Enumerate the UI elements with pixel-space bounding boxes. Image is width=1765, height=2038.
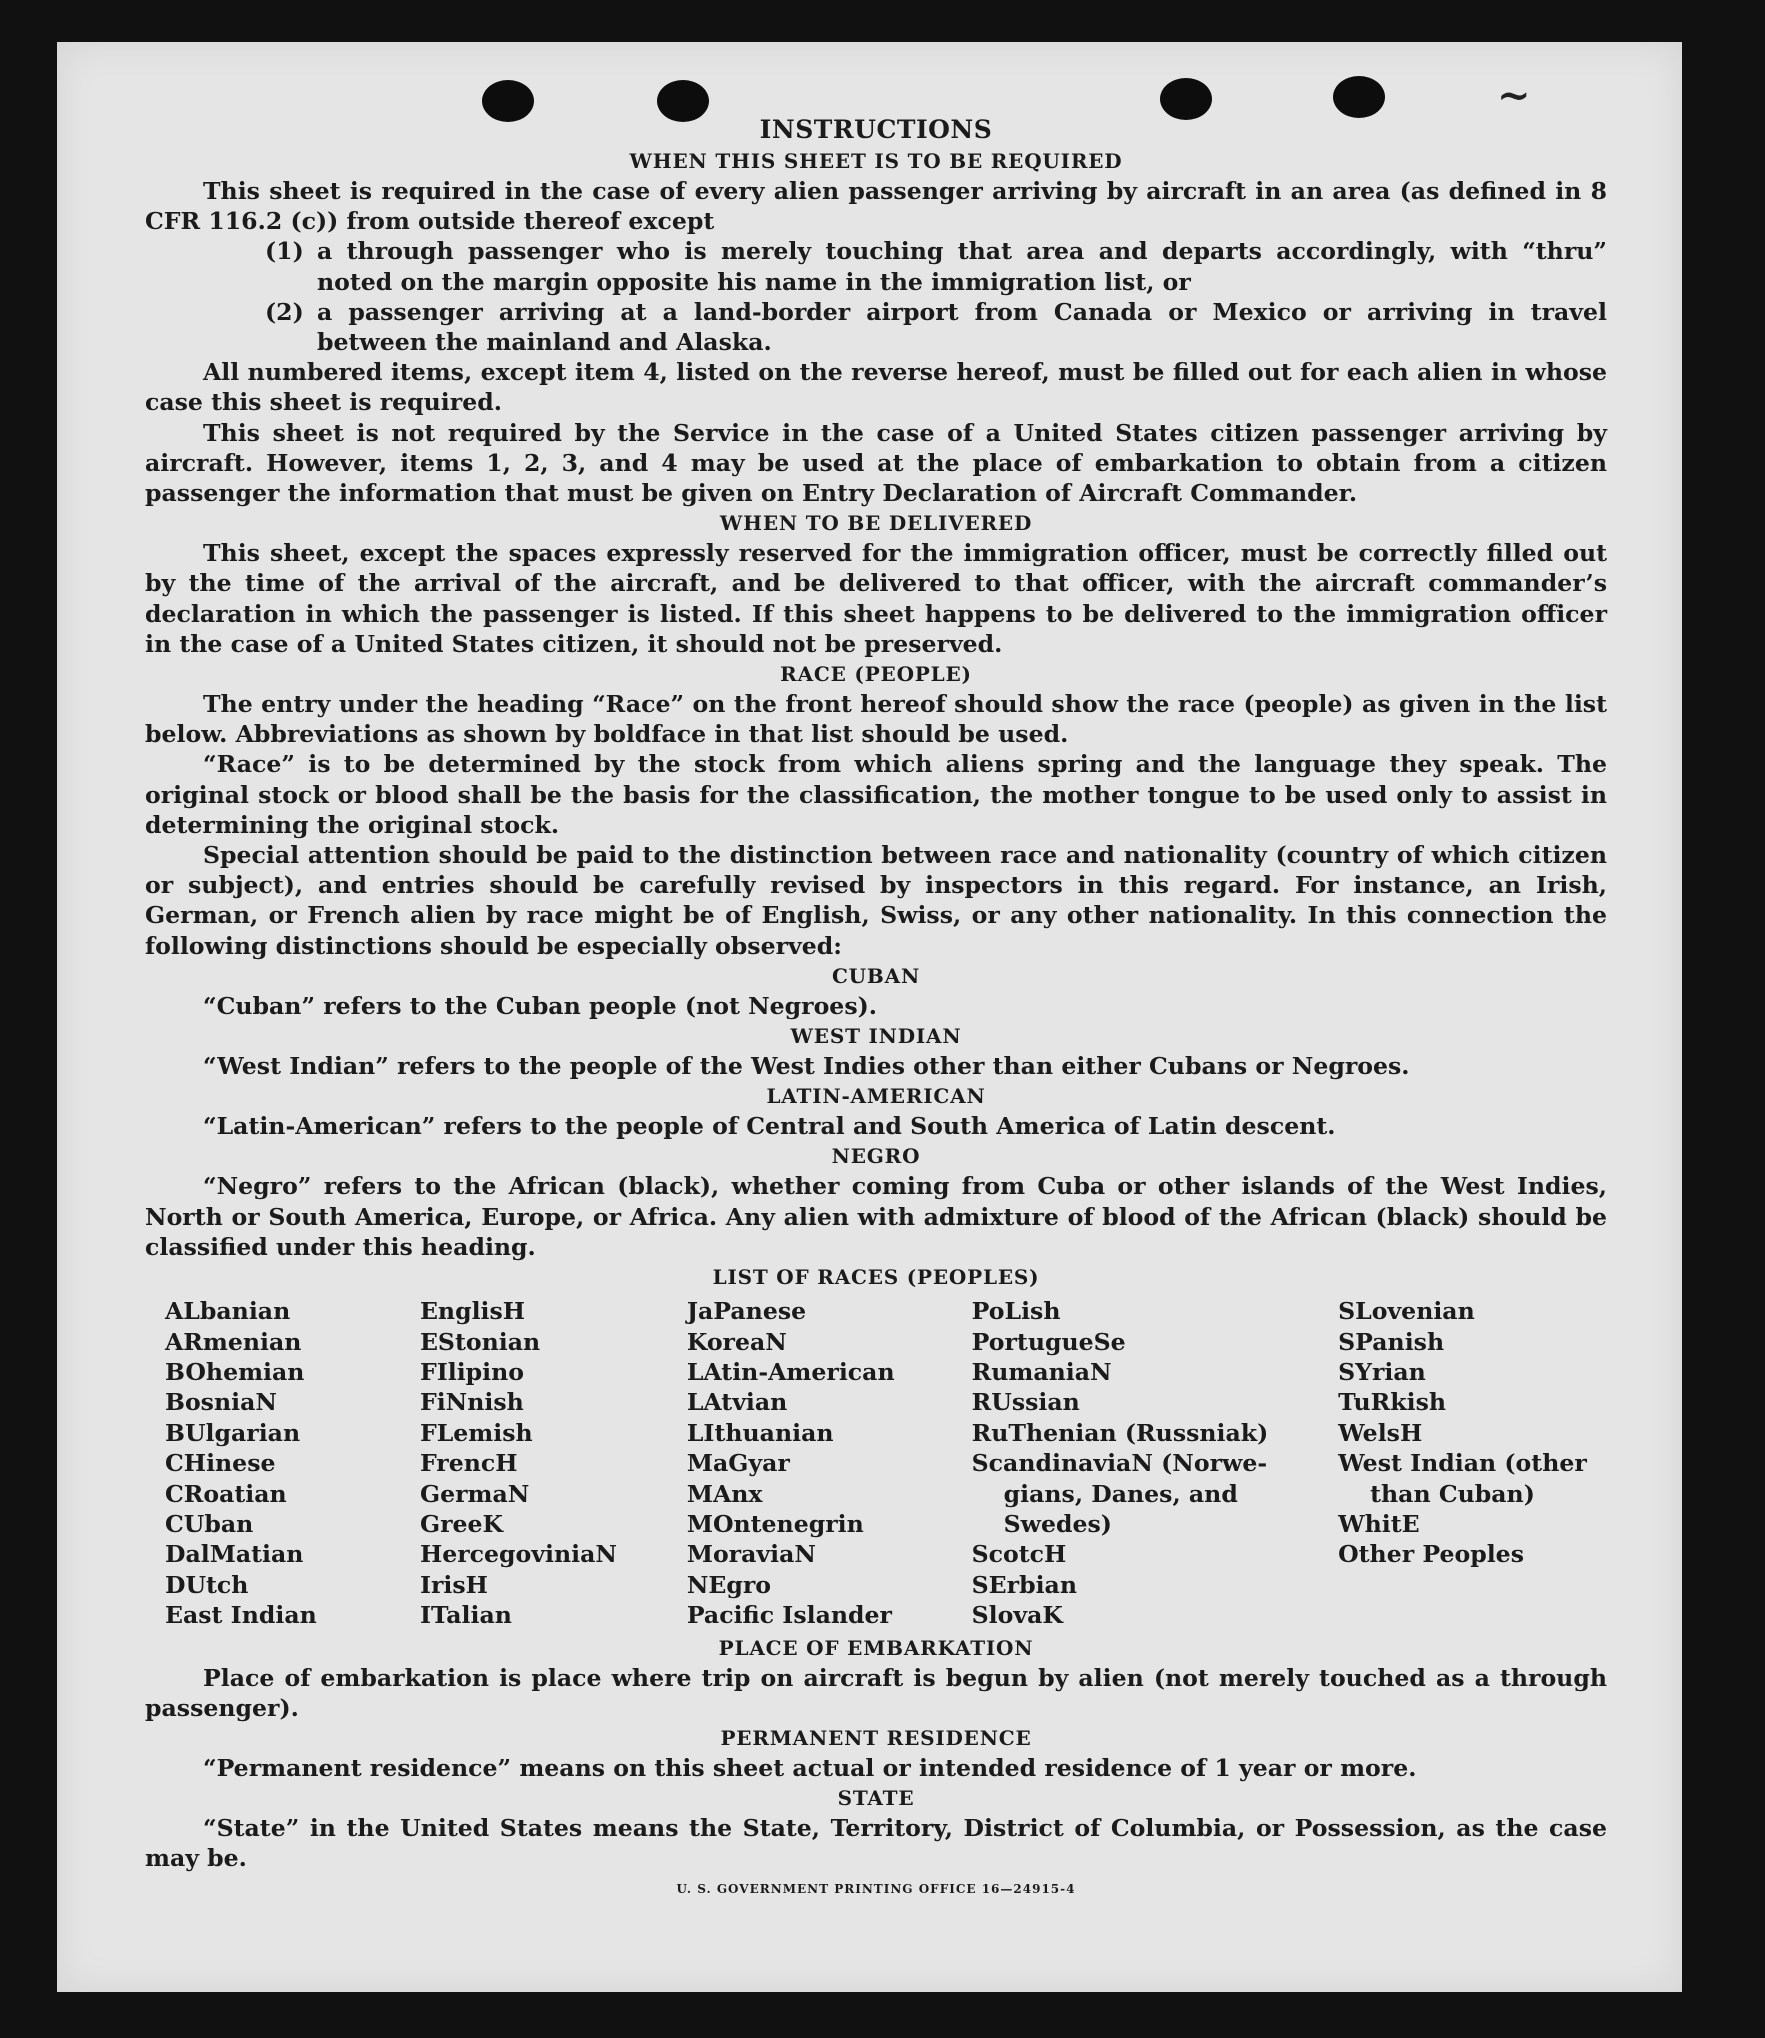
item-text: a through passenger who is merely touching that area and departs accordingly, with “thru” noted on the margin opposite his name in the immigration list, or bbox=[317, 237, 1607, 296]
race-entry: EnglisH bbox=[419, 1297, 526, 1326]
race-entry: DUtch bbox=[165, 1570, 249, 1599]
race-entry: SPanish bbox=[1338, 1327, 1445, 1356]
race-entry: RuThenian (Russniak) bbox=[971, 1418, 1269, 1447]
race-entry: FrencH bbox=[419, 1449, 518, 1478]
race-entry: FLemish bbox=[419, 1418, 533, 1447]
race-entry: SYrian bbox=[1338, 1357, 1426, 1386]
exception-item bbox=[265, 297, 1607, 357]
race-entry: PoLish bbox=[971, 1297, 1061, 1326]
race-entry: Pacific Islander bbox=[686, 1601, 892, 1630]
section-title-embarkation: PLACE OF EMBARKATION bbox=[718, 1635, 1034, 1660]
section-title-race-list: LIST OF RACES (PEOPLES) bbox=[712, 1265, 1040, 1290]
race-entry: MAnx bbox=[686, 1479, 763, 1508]
section-title-required: WHEN THIS SHEET IS TO BE REQUIRED bbox=[629, 149, 1123, 173]
section-title-west-indian: WEST INDIAN bbox=[790, 1024, 962, 1049]
race-entry: Other Peoples bbox=[1338, 1540, 1524, 1569]
latin-american-definition: “Latin-American” refers to the people of Central and South America of Latin descent. bbox=[203, 1112, 1336, 1141]
printing-office-footer: U. S. GOVERNMENT PRINTING OFFICE 16—24915-4 bbox=[676, 1881, 1076, 1896]
race-entry: LAtvian bbox=[686, 1388, 788, 1417]
negro-definition: “Negro” refers to the African (black), whether coming from Cuba or other islands of the West Indies, North or South America, Europe, or Africa. Any alien with admixture of blood of the African (black) should be classified under this heading. bbox=[145, 1172, 1607, 1261]
race-column-3 bbox=[687, 1296, 972, 1630]
race-column-1 bbox=[165, 1296, 420, 1630]
race-entry-continued: than Cuban) bbox=[1370, 1479, 1535, 1508]
race-paragraph-2: “Race” is to be determined by the stock from which aliens spring and the language they speak. The original stock or blood shall be the basis for the classification, the mother tongue to be used only to assist in determining the original stock. bbox=[145, 750, 1607, 839]
race-entry: CHinese bbox=[165, 1449, 276, 1478]
numbered-items-paragraph: All numbered items, except item 4, listed on the reverse hereof, must be filled out for each alien in whose case this sheet is required. bbox=[145, 358, 1607, 417]
race-entry: HercegoviniaN bbox=[419, 1540, 617, 1569]
race-entry: ARmenian bbox=[165, 1327, 302, 1356]
race-entry: FIlipino bbox=[419, 1357, 525, 1386]
section-title-residence: PERMANENT RESIDENCE bbox=[720, 1725, 1032, 1750]
race-entry: GermaN bbox=[419, 1479, 530, 1508]
race-entry: BosniaN bbox=[165, 1388, 277, 1417]
race-entry: MOntenegrin bbox=[686, 1509, 864, 1538]
race-entry: ScotcH bbox=[971, 1540, 1067, 1569]
race-column-5 bbox=[1338, 1296, 1607, 1630]
race-entry: LIthuanian bbox=[686, 1418, 834, 1447]
section-title-cuban: CUBAN bbox=[831, 963, 921, 988]
race-entry: SlovaK bbox=[971, 1601, 1063, 1630]
page-title: INSTRUCTIONS bbox=[759, 115, 993, 144]
section-title-delivered: WHEN TO BE DELIVERED bbox=[719, 511, 1033, 536]
race-entry: CUban bbox=[165, 1509, 254, 1538]
cuban-definition: “Cuban” refers to the Cuban people (not Negroes). bbox=[203, 991, 877, 1020]
race-entry: SLovenian bbox=[1338, 1297, 1475, 1326]
race-entry: JaPanese bbox=[686, 1297, 807, 1326]
citizen-paragraph: This sheet is not required by the Service in the case of a United States citizen passenger arriving by aircraft. However, items 1, 2, 3, and 4 may be used at the place of embarkation to obtain from a citizen passenger the information that must be given on Entry Declaration of Aircraft Commander. bbox=[145, 418, 1607, 508]
race-entry: WhitE bbox=[1338, 1509, 1420, 1538]
section-title-negro: NEGRO bbox=[831, 1144, 921, 1169]
race-entry: CRoatian bbox=[165, 1479, 287, 1508]
race-entry: FiNnish bbox=[419, 1388, 524, 1417]
race-entry: MoraviaN bbox=[686, 1540, 816, 1569]
exception-item bbox=[265, 236, 1607, 296]
race-entry-continued: Swedes) bbox=[1003, 1509, 1112, 1538]
race-entry: SErbian bbox=[971, 1570, 1077, 1599]
race-paragraph-1: The entry under the heading “Race” on the front hereof should show the race (people) as given in the list below. Abbreviations as shown by boldface in that list should be used. bbox=[145, 690, 1607, 749]
race-entry: GreeK bbox=[419, 1509, 504, 1538]
race-entry: MaGyar bbox=[686, 1449, 790, 1478]
section-title-latin-american: LATIN-AMERICAN bbox=[766, 1084, 986, 1109]
race-entry: DalMatian bbox=[165, 1540, 304, 1569]
punch-hole bbox=[1333, 76, 1385, 118]
race-list bbox=[165, 1296, 1607, 1630]
document-page bbox=[57, 42, 1682, 1992]
race-entry: EStonian bbox=[419, 1327, 541, 1356]
race-entry: BOhemian bbox=[165, 1357, 305, 1386]
race-entry: ITalian bbox=[419, 1601, 512, 1630]
required-intro: This sheet is required in the case of every alien passenger arriving by aircraft in an area (as defined in 8 CFR 116.2 (c)) from outside thereof except bbox=[145, 177, 1607, 236]
embarkation-definition: Place of embarkation is place where trip on aircraft is begun by alien (not merely touched as a through passenger). bbox=[145, 1663, 1607, 1722]
race-entry: TuRkish bbox=[1338, 1388, 1447, 1417]
item-number: (2) bbox=[265, 297, 304, 326]
race-entry: East Indian bbox=[165, 1601, 317, 1630]
race-entry: West Indian (other bbox=[1338, 1449, 1587, 1478]
section-title-race: RACE (PEOPLE) bbox=[780, 662, 972, 687]
race-entry: RumaniaN bbox=[971, 1357, 1112, 1386]
race-entry: WelsH bbox=[1338, 1418, 1423, 1447]
west-indian-definition: “West Indian” refers to the people of the West Indies other than either Cubans or Negroes. bbox=[203, 1052, 1410, 1081]
race-entry: ScandinaviaN (Norwe- bbox=[971, 1449, 1268, 1478]
race-column-4 bbox=[972, 1296, 1338, 1630]
section-title-state: STATE bbox=[837, 1786, 915, 1811]
race-entry: RUssian bbox=[971, 1388, 1080, 1417]
item-text: a passenger arriving at a land-border airport from Canada or Mexico or arriving in travel between the mainland and Alaska. bbox=[317, 297, 1607, 357]
race-entry: NEgro bbox=[686, 1570, 772, 1599]
item-number: (1) bbox=[265, 237, 304, 266]
race-entry: ALbanian bbox=[165, 1297, 291, 1326]
race-entry: KoreaN bbox=[686, 1327, 787, 1356]
race-paragraph-3: Special attention should be paid to the distinction between race and nationality (country of which citizen or subject), and entries should be carefully revised by inspectors in this regard. For instance, an Irish, German, or French alien by race might be of English, Swiss, or any other nationality. In this connection the following distinctions should be especially observed: bbox=[145, 841, 1607, 960]
delivered-paragraph: This sheet, except the spaces expressly reserved for the immigration officer, must be correctly filled out by the time of the arrival of the aircraft, and be delivered to that officer, with the aircraft commander’s declaration in which the passenger is listed. If this sheet happens to be delivered to the immigration officer in the case of a United States citizen, it should not be preserved. bbox=[145, 539, 1607, 658]
race-entry-continued: gians, Danes, and bbox=[1003, 1479, 1238, 1508]
race-entry: IrisH bbox=[419, 1570, 488, 1599]
instructions-content bbox=[145, 114, 1607, 1896]
pen-mark: ~ bbox=[1497, 72, 1531, 119]
race-column-2 bbox=[420, 1296, 687, 1630]
race-entry: PortugueSe bbox=[971, 1327, 1126, 1356]
race-entry: BUlgarian bbox=[165, 1418, 301, 1447]
state-definition: “State” in the United States means the State, Territory, District of Columbia, or Possession, as the case may be. bbox=[145, 1814, 1607, 1873]
race-entry: LAtin-American bbox=[686, 1357, 895, 1386]
residence-definition: “Permanent residence” means on this sheet actual or intended residence of 1 year or more. bbox=[203, 1753, 1417, 1782]
